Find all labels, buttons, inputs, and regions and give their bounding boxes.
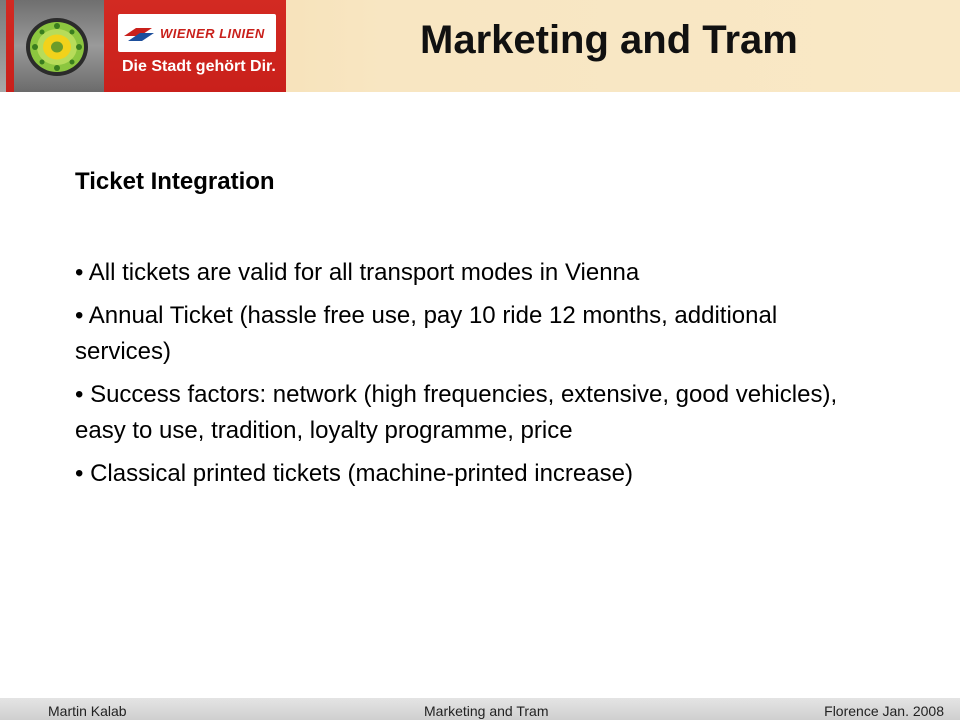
bullet-item: • Success factors: network (high frequencies, extensive, good vehicles), easy to use, tradition, loyalty programme, price: [75, 381, 838, 444]
page-title: Marketing and Tram: [420, 18, 798, 62]
bullet-item: • Annual Ticket (hassle free use, pay 10 ride 12 months, additional services): [75, 302, 778, 365]
footer-bar: [0, 698, 960, 720]
section-title: Ticket Integration: [75, 168, 275, 195]
wiener-linien-logo-icon: [122, 20, 156, 46]
city-emblem-icon: [24, 16, 90, 78]
logo-block: [6, 0, 286, 92]
header-band: [0, 0, 960, 92]
brand-slogan: Die Stadt gehört Dir.: [122, 58, 276, 75]
footer-place-date: Florence Jan. 2008: [824, 703, 944, 719]
bullet-list: [75, 255, 875, 499]
bullet-item: • All tickets are valid for all transport modes in Vienna: [75, 259, 640, 286]
footer-author: Martin Kalab: [48, 703, 127, 719]
brand-logo-box: [118, 14, 276, 52]
brand-name: WIENER LINIEN: [160, 25, 265, 41]
bullet-item: • Classical printed tickets (machine-printed increase): [75, 460, 633, 487]
footer-topic: Marketing and Tram: [424, 703, 549, 719]
